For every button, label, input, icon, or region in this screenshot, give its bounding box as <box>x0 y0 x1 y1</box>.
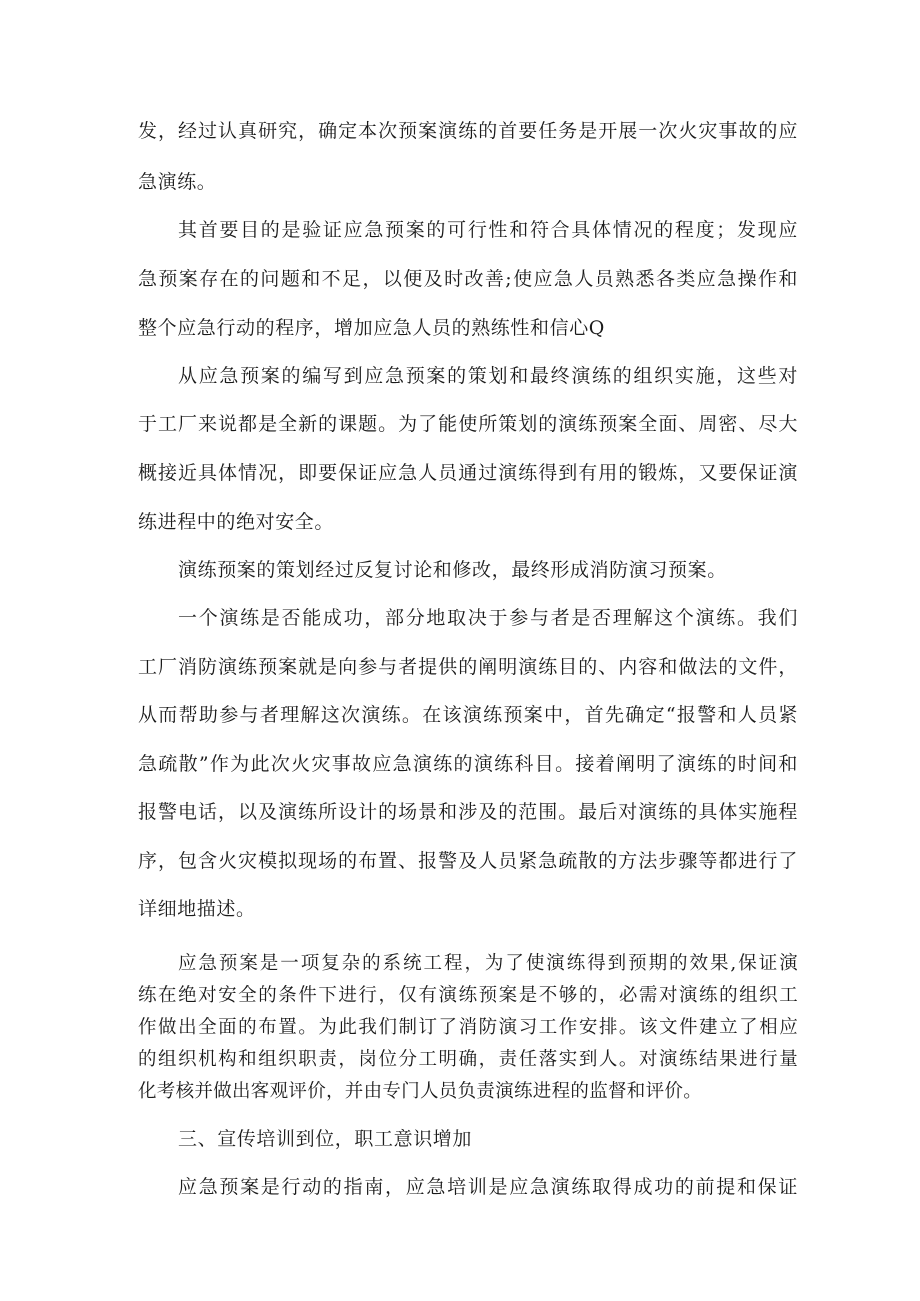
text-line: 发，经过认真研究，确定本次预案演练的首要任务是开展一次火灾事故的应 <box>138 120 798 142</box>
text-line: 概接近具体情况，即要保证应急人员通过演练得到有用的锻炼，又要保证演 <box>138 462 798 484</box>
section-heading: 三、宣传培训到位，职工意识增加 <box>178 1128 473 1150</box>
text-line: 一个演练是否能成功，部分地取决于参与者是否理解这个演练。我们 <box>178 607 798 629</box>
text-line: 从应急预案的编写到应急预案的策划和最终演练的组织实施，这些对 <box>178 365 798 387</box>
text-line: 急预案存在的问题和不足，以便及时改善;使应急人员熟悉各类应急操作和 <box>138 268 798 290</box>
text-line: 化考核并做出客观评价，并由专门人员负责演练进程的监督和评价。 <box>138 1081 703 1102</box>
text-line: 作做出全面的布置。为此我们制订了消防演习工作安排。该文件建立了相应 <box>138 1017 798 1038</box>
text-line: 的组织机构和组织职责，岗位分工明确，责任落实到人。对演练结果进行量 <box>138 1049 798 1070</box>
text-line: 练进程中的绝对安全。 <box>138 511 335 533</box>
text-line: 详细地描述。 <box>138 898 256 920</box>
text-line: 应急预案是行动的指南，应急培训是应急演练取得成功的前提和保证 <box>178 1176 798 1198</box>
text-line: 演练预案的策划经过反复讨论和修改，最终形成消防演习预案。 <box>178 559 727 581</box>
text-line: 应急预案是一项复杂的系统工程，为了使演练得到预期的效果,保证演 <box>178 953 798 974</box>
text-line: 急演练。 <box>138 171 217 193</box>
text-line: 工厂消防演练预案就是向参与者提供的阐明演练目的、内容和做法的文件， <box>138 656 798 678</box>
text-line: 序，包含火灾模拟现场的布置、报警及人员紧急疏散的方法步骤等都进行了 <box>138 850 798 872</box>
text-line: 从而帮助参与者理解这次演练。在该演练预案中，首先确定“报警和人员紧 <box>138 704 798 726</box>
text-line: 于工厂来说都是全新的课题。为了能使所策划的演练预案全面、周密、尽大 <box>138 413 798 435</box>
text-line: 整个应急行动的程序，增加应急人员的熟练性和信心Q <box>138 317 605 339</box>
text-line: 报警电话，以及演练所设计的场景和涉及的范围。最后对演练的具体实施程 <box>138 801 798 823</box>
text-line: 其首要目的是验证应急预案的可行性和符合具体情况的程度；发现应 <box>178 219 798 241</box>
text-line: 急疏散”作为此次火灾事故应急演练的演练科目。接着阐明了演练的时间和 <box>138 753 798 775</box>
text-line: 练在绝对安全的条件下进行，仅有演练预案是不够的，必需对演练的组织工 <box>138 985 798 1006</box>
